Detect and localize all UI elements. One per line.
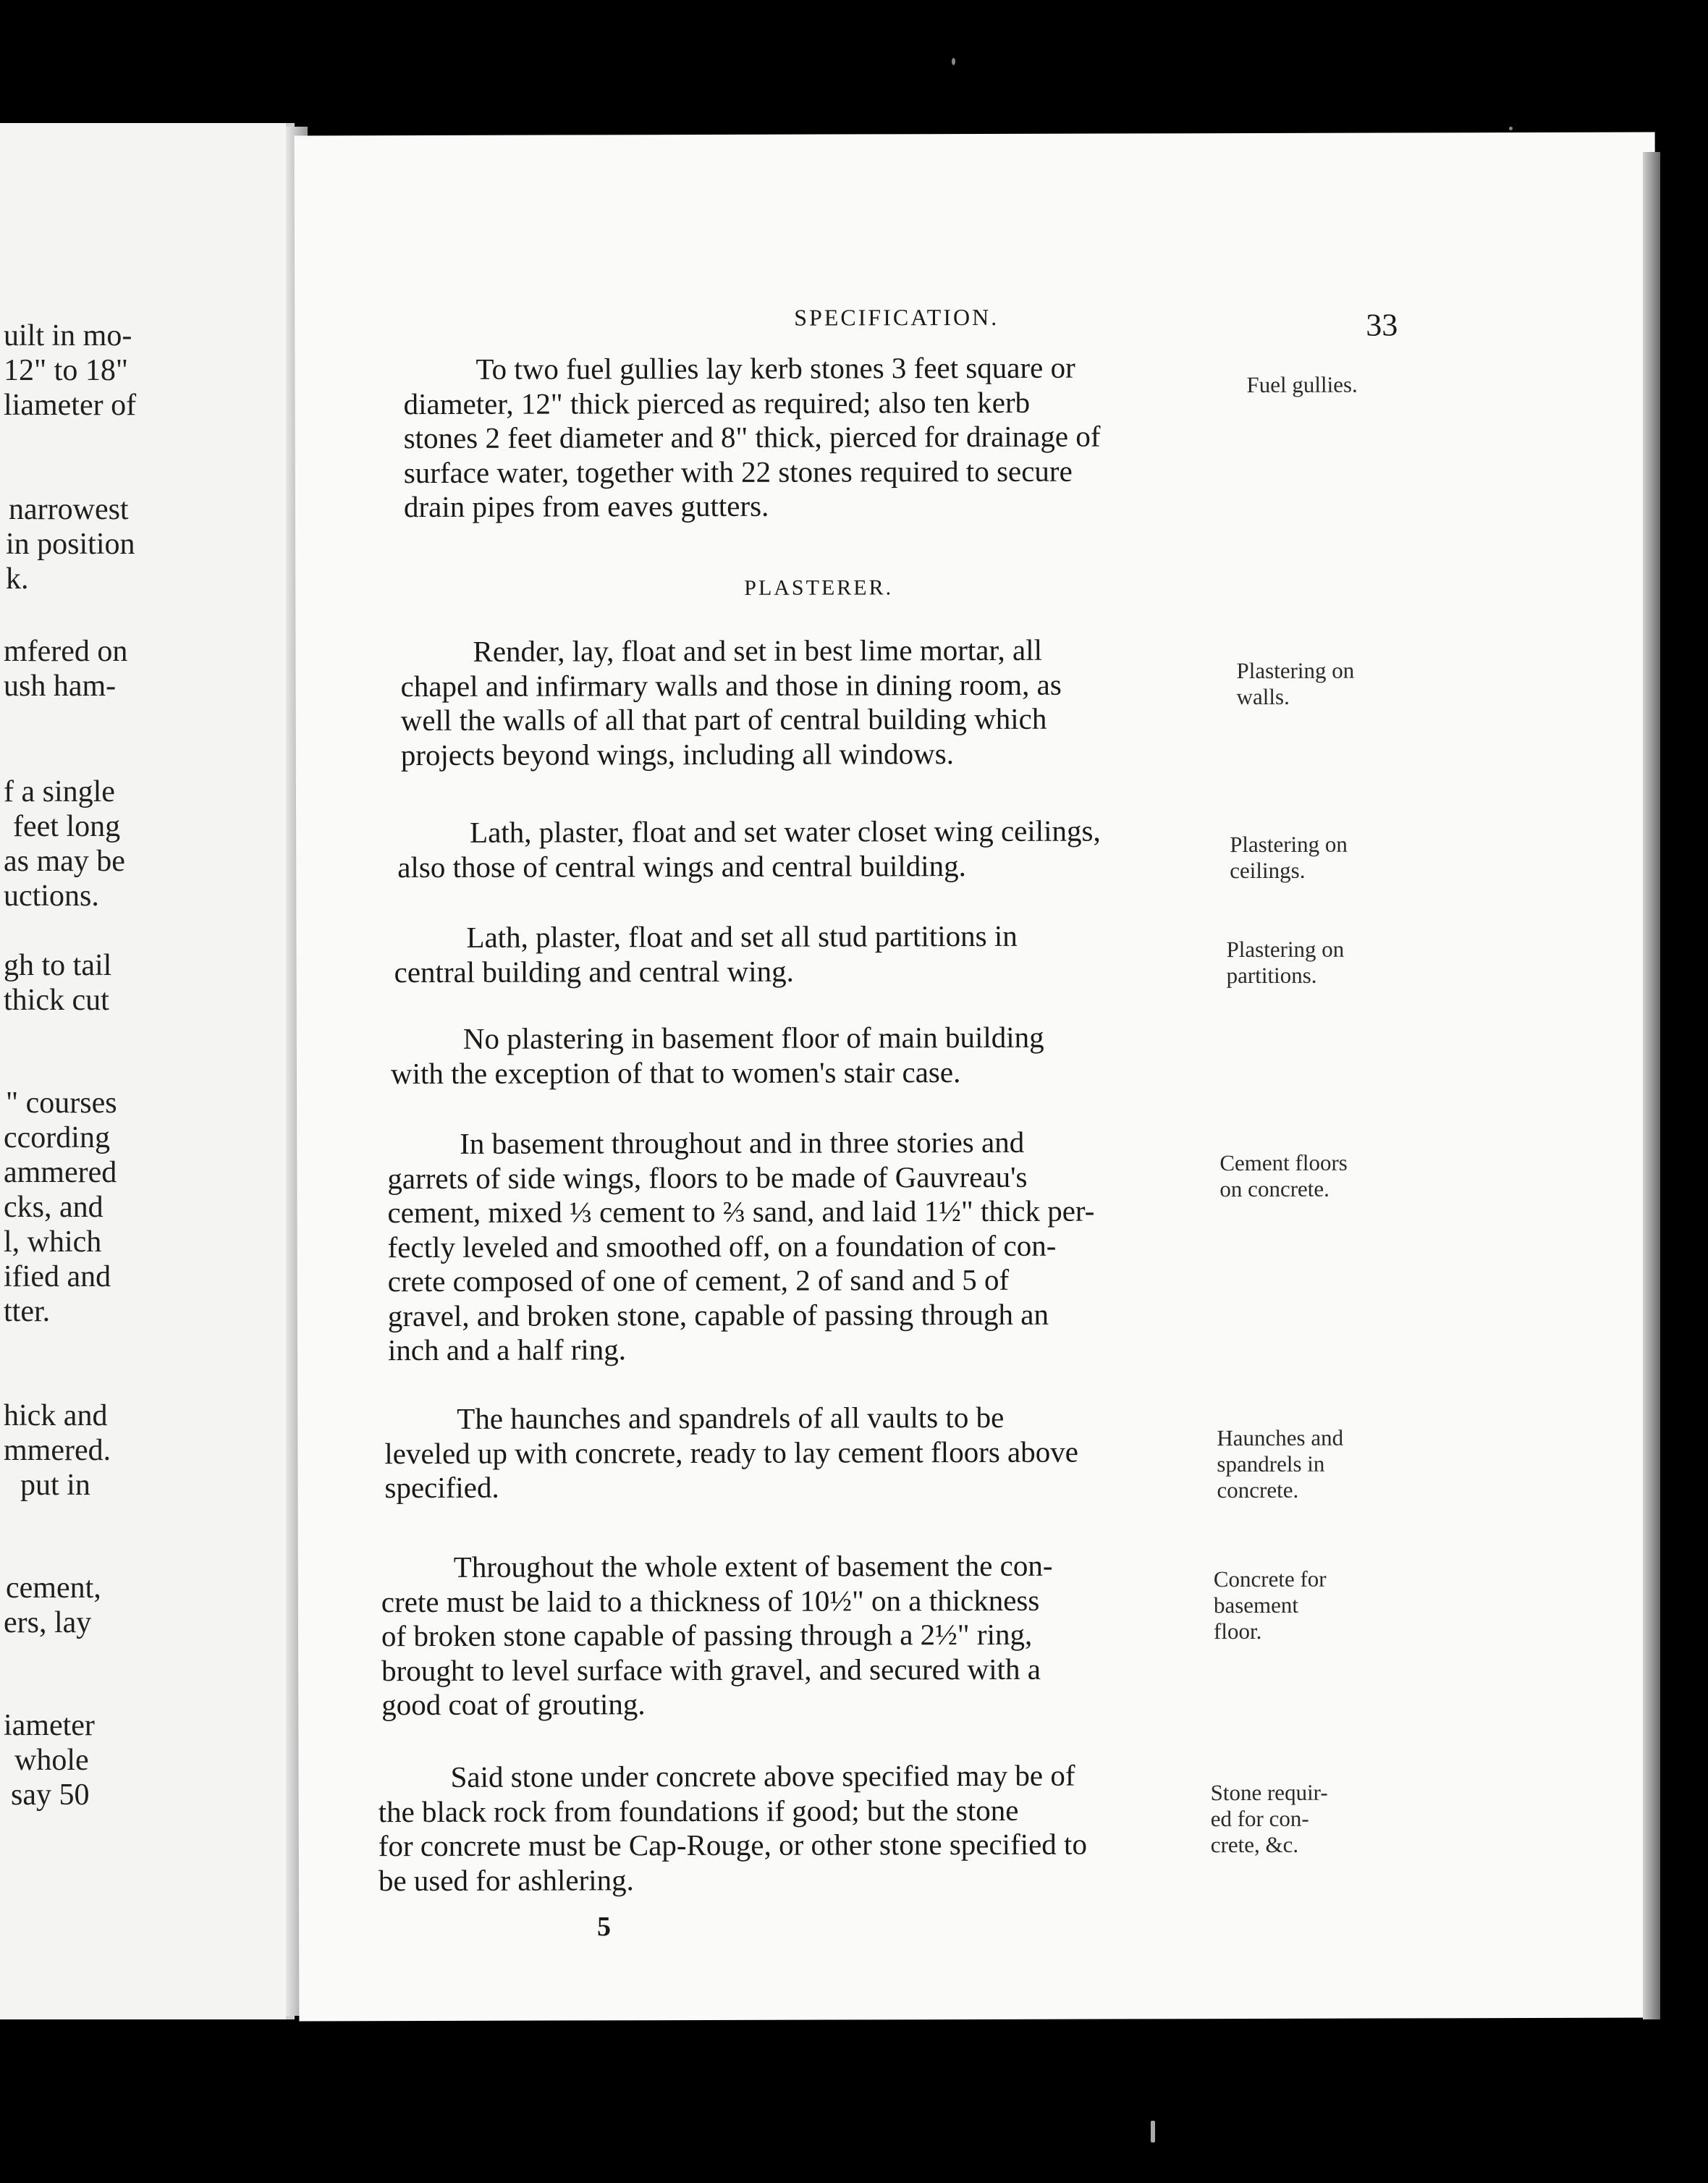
margin-note-line: ed for con-	[1210, 1805, 1309, 1832]
paragraph-fuel-gullies	[403, 350, 1236, 525]
left-line: 12" to 18"	[4, 354, 128, 387]
scan-speck	[1509, 127, 1513, 130]
left-line: feet long	[13, 810, 121, 843]
left-line: ush ham-	[4, 670, 117, 703]
text-line: leveled up with concrete, ready to lay cement floors above	[384, 1435, 1078, 1470]
right-page	[295, 132, 1660, 2022]
left-line: " courses	[6, 1086, 117, 1120]
margin-note-line: ceilings.	[1230, 857, 1306, 884]
paragraph-plastering-walls	[400, 633, 1233, 772]
left-line: ers, lay	[4, 1606, 92, 1639]
margin-note-line: concrete.	[1217, 1477, 1299, 1503]
text-line: drain pipes from eaves gutters.	[403, 489, 769, 524]
left-line: as may be	[4, 845, 125, 878]
text-line: The haunches and spandrels of all vaults to be	[457, 1400, 1005, 1435]
section-heading: PLASTERER.	[744, 575, 894, 600]
margin-note-line: Fuel gullies.	[1246, 371, 1358, 398]
text-line: Lath, plaster, float and set all stud partitions in	[466, 919, 1018, 954]
text-line: chapel and infirmary walls and those in dining room, as	[400, 667, 1062, 703]
text-line: crete must be laid to a thickness of 10½" on a thickness	[381, 1583, 1040, 1618]
left-line: cks, and	[4, 1191, 103, 1224]
left-line: ccording	[4, 1121, 110, 1154]
margin-note-line: Plastering on	[1230, 831, 1348, 858]
text-line: fectly leveled and smoothed off, on a foundation of con-	[387, 1228, 1057, 1264]
text-line: specified.	[384, 1470, 499, 1505]
margin-note-line: walls.	[1236, 683, 1290, 710]
text-line: No plastering in basement floor of main building	[462, 1020, 1044, 1055]
text-line: be used for ashlering.	[378, 1862, 634, 1897]
left-line: k.	[6, 562, 29, 596]
text-line: garrets of side wings, floors to be made of Gauvreau's	[387, 1160, 1028, 1195]
paragraph-basement-concrete	[381, 1548, 1214, 1723]
left-line: iameter	[4, 1709, 95, 1742]
text-line: cement, mixed ⅓ cement to ⅔ sand, and laid 1½" thick per-	[387, 1194, 1095, 1230]
margin-note-plastering-ceilings	[1230, 832, 1348, 884]
margin-note-line: floor.	[1213, 1618, 1262, 1644]
text-line: good coat of grouting.	[381, 1687, 646, 1722]
paragraph-plastering-partitions	[394, 919, 1226, 989]
left-line: uctions.	[4, 879, 99, 913]
text-line: gravel, and broken stone, capable of passing through an	[387, 1297, 1049, 1333]
margin-note-line: spandrels in	[1217, 1451, 1325, 1477]
text-line: also those of central wings and central building.	[397, 848, 966, 884]
margin-note-line: partitions.	[1226, 962, 1317, 989]
left-line: in position	[6, 528, 135, 561]
text-line: the black rock from foundations if good; but the stone	[378, 1793, 1019, 1828]
text-line: brought to level surface with gravel, and secured with a	[381, 1652, 1041, 1687]
margin-note-haunches	[1217, 1425, 1343, 1503]
text-line: Lath, plaster, float and set water closet wing ceilings,	[470, 814, 1101, 849]
page-number: 33	[1366, 307, 1398, 343]
margin-note-cement-floors	[1219, 1150, 1348, 1202]
paragraph-basement-plastering	[391, 1020, 1223, 1091]
text-line: Render, lay, float and set in best lime mortar, all	[473, 633, 1043, 668]
left-line: hick and	[4, 1399, 108, 1432]
scan-speck	[952, 58, 955, 65]
text-line: inch and a half ring.	[387, 1333, 627, 1367]
margin-note-line: crete, &c.	[1210, 1831, 1299, 1858]
left-line: whole	[14, 1744, 89, 1777]
paragraph-plastering-ceilings	[397, 814, 1230, 884]
margin-note-stone-for-concrete	[1211, 1780, 1328, 1858]
running-head: SPECIFICATION.	[794, 303, 999, 331]
left-line: put in	[20, 1469, 90, 1502]
margin-note-line: on concrete.	[1219, 1175, 1329, 1202]
text-line: To two fuel gullies lay kerb stones 3 feet square or	[475, 350, 1075, 386]
margin-note-line: Haunches and	[1217, 1424, 1344, 1451]
text-line: crete composed of one of cement, 2 of sand and 5 of	[387, 1262, 1010, 1299]
text-line: Throughout the whole extent of basement the con-	[453, 1548, 1053, 1584]
text-line: with the exception of that to women's stair case.	[390, 1055, 961, 1090]
left-line: narrowest	[9, 493, 129, 526]
left-line: uilt in mo-	[4, 319, 132, 352]
text-line: projects beyond wings, including all windows.	[400, 736, 954, 772]
margin-note-line: Cement floors	[1219, 1149, 1348, 1176]
left-line: ified and	[4, 1260, 111, 1293]
text-line: stones 2 feet diameter and 8" thick, pierced for drainage of	[403, 419, 1101, 455]
page-edge	[1643, 152, 1660, 2019]
text-line: for concrete must be Cap-Rouge, or other stone specified to	[378, 1827, 1087, 1863]
left-line: l, which	[4, 1225, 102, 1259]
scan-speck	[1151, 2121, 1155, 2142]
paragraph-haunches	[384, 1400, 1217, 1506]
paragraph-cement-floors	[387, 1125, 1220, 1368]
paragraph-stone-for-concrete	[378, 1758, 1210, 1898]
text-line: well the walls of all that part of central building which	[400, 701, 1047, 738]
left-line: cement,	[6, 1571, 101, 1605]
signature-mark: 5	[597, 1912, 611, 1942]
left-line: tter.	[4, 1295, 51, 1328]
left-line: mmered.	[4, 1434, 111, 1467]
left-line: liameter of	[4, 389, 137, 422]
margin-note-plastering-walls	[1236, 658, 1354, 710]
text-line: diameter, 12" thick pierced as required; also ten kerb	[403, 385, 1031, 421]
left-page	[0, 123, 295, 2019]
margin-note-basement-concrete	[1214, 1566, 1327, 1644]
margin-note-line: Stone requir-	[1210, 1779, 1328, 1806]
margin-note-plastering-partitions	[1226, 937, 1344, 989]
left-line: mfered on	[4, 635, 128, 668]
margin-note-line: Concrete for	[1213, 1566, 1327, 1592]
text-line: Said stone under concrete above specified may be of	[450, 1758, 1075, 1794]
text-line: of broken stone capable of passing through a 2½" ring,	[381, 1617, 1033, 1653]
left-line: f a single	[4, 775, 115, 808]
left-line: say 50	[11, 1778, 90, 1812]
margin-note-fuel-gullies	[1246, 372, 1357, 398]
text-line: surface water, together with 22 stones required to secure	[403, 454, 1073, 489]
text-line: central building and central wing.	[394, 954, 794, 989]
left-line: gh to tail	[4, 949, 112, 982]
margin-note-line: Plastering on	[1236, 657, 1355, 684]
left-line: thick cut	[4, 984, 109, 1017]
margin-note-line: Plastering on	[1226, 936, 1345, 963]
text-line: In basement throughout and in three stories and	[460, 1125, 1025, 1160]
margin-note-line: basement	[1213, 1592, 1299, 1618]
left-line: ammered	[4, 1156, 117, 1189]
